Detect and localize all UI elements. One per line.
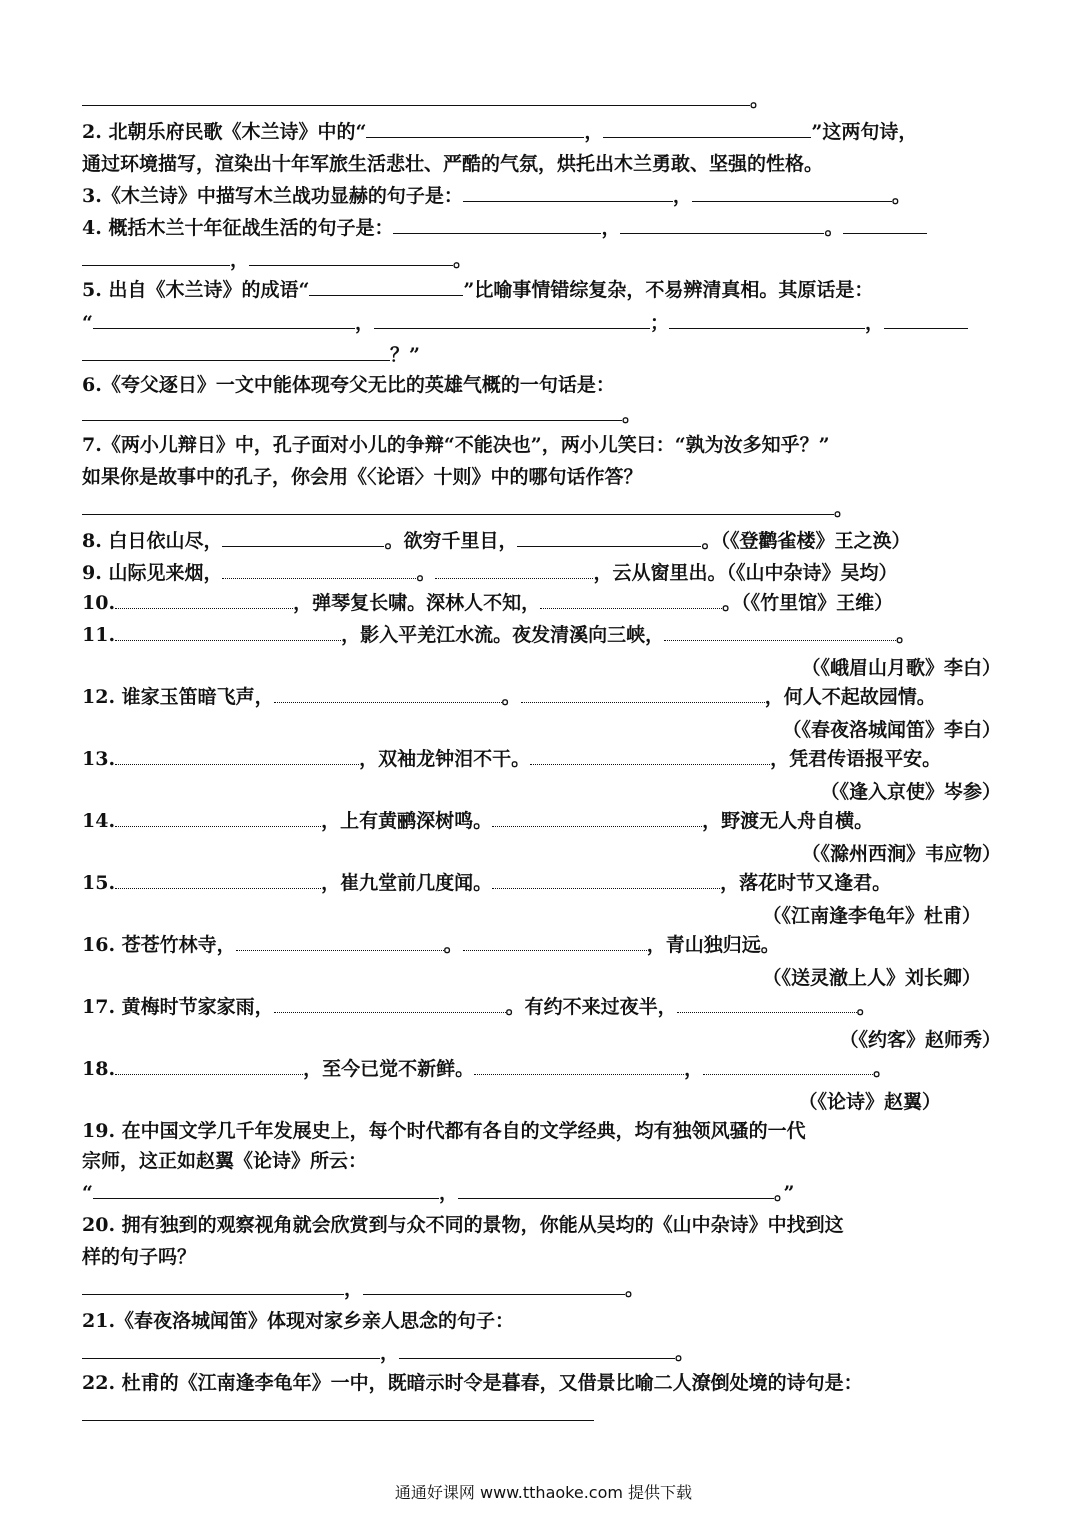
item-21: 21.《春夜洛城闻笛》体现对家乡亲人思念的句子： bbox=[82, 1310, 515, 1332]
item-19: 19. 在中国文学几千年发展史上，每个时代都有各自的文学经典，均有独领风骚的一代 bbox=[82, 1120, 806, 1142]
item-20-cont: 样的句子吗？ bbox=[82, 1246, 197, 1268]
item-18: 18. ，至今已觉不新鲜。 ， 。 bbox=[82, 1058, 893, 1080]
item-8: 8. 白日依山尽， 。欲穷千里目， 。（《登鹳雀楼》王之涣） bbox=[82, 530, 911, 552]
answer-blank[interactable] bbox=[82, 498, 834, 515]
answer-blank[interactable] bbox=[603, 121, 811, 138]
answer-blank[interactable] bbox=[703, 1058, 873, 1075]
item-20-cont2: ， 。 bbox=[82, 1277, 644, 1301]
answer-blank[interactable] bbox=[374, 312, 650, 329]
answer-blank[interactable] bbox=[435, 562, 593, 579]
answer-blank[interactable] bbox=[274, 996, 506, 1013]
answer-blank[interactable] bbox=[82, 89, 750, 106]
answer-blank[interactable] bbox=[540, 592, 722, 609]
item-22-cont bbox=[82, 1403, 594, 1427]
item-11: 11. ，影入平羌江水流。夜发清溪向三峡， 。 bbox=[82, 624, 916, 646]
answer-blank[interactable] bbox=[82, 344, 390, 361]
item-4-cont: ， 。 bbox=[82, 248, 472, 272]
answer-blank[interactable] bbox=[82, 249, 230, 266]
answer-blank[interactable] bbox=[115, 624, 341, 641]
answer-blank[interactable] bbox=[249, 249, 453, 266]
item-12: 12. 谁家玉笛暗飞声， 。 ，何人不起故园情。 bbox=[82, 686, 936, 708]
answer-blank[interactable] bbox=[669, 312, 865, 329]
answer-blank[interactable] bbox=[530, 748, 770, 765]
item-17: 17. 黄梅时节家家雨， 。有约不来过夜半， 。 bbox=[82, 996, 876, 1018]
item-2-cont: 通过环境描写，渲染出十年军旅生活悲壮、严酷的气氛，烘托出木兰勇敢、坚强的性格。 bbox=[82, 153, 824, 175]
item-10: 10. ，弹琴复长啸。深林人不知， 。（《竹里馆》王维） bbox=[82, 592, 894, 614]
source-citation: （《江南逢李龟年》杜甫） bbox=[762, 905, 981, 927]
answer-blank[interactable] bbox=[115, 592, 293, 609]
item-5: 5. 出自《木兰诗》的成语“ ”比喻事情错综复杂，不易辨清真相。其原话是： bbox=[82, 279, 874, 301]
item-19-cont: 宗师，这正如赵翼《论诗》所云： bbox=[82, 1150, 368, 1172]
item-9: 9. 山际见来烟， 。 ，云从窗里出。（《山中杂诗》吴均） bbox=[82, 562, 898, 584]
answer-blank[interactable] bbox=[463, 934, 647, 951]
answer-blank[interactable] bbox=[82, 1342, 380, 1359]
item-7: 7.《两小儿辩日》中，孔子面对小儿的争辩“不能决也”，两小儿笑曰：“孰为汝多知乎？” bbox=[82, 434, 830, 456]
item-22: 22. 杜甫的《江南逢李龟年》一中，既暗示时令是暮春，又借景比喻二人潦倒处境的诗句是： bbox=[82, 1372, 863, 1394]
answer-blank[interactable] bbox=[399, 1342, 675, 1359]
answer-blank[interactable] bbox=[309, 279, 463, 296]
answer-blank[interactable] bbox=[93, 1182, 439, 1199]
footer-credit: 通通好课网 www.tthaoke.com 提供下载 bbox=[394, 1483, 693, 1502]
answer-blank[interactable] bbox=[677, 996, 857, 1013]
answer-blank[interactable] bbox=[366, 121, 584, 138]
item-6-cont: 。 bbox=[82, 403, 641, 427]
answer-blank[interactable] bbox=[884, 312, 968, 329]
source-citation: （《论诗》赵翼） bbox=[798, 1091, 941, 1113]
source-citation: （《逢入京使》岑参） bbox=[820, 781, 1001, 803]
answer-blank[interactable] bbox=[664, 624, 896, 641]
answer-blank[interactable] bbox=[393, 217, 601, 234]
answer-blank[interactable] bbox=[492, 872, 720, 889]
item-7-cont: 如果你是故事中的孔子，你会用《〈论语〉十则》中的哪句话作答？ bbox=[82, 466, 643, 488]
answer-blank[interactable] bbox=[82, 1278, 344, 1295]
answer-blank[interactable] bbox=[236, 934, 444, 951]
item-13: 13. ，双袖龙钟泪不干。 ，凭君传语报平安。 bbox=[82, 748, 942, 770]
answer-blank[interactable] bbox=[692, 185, 892, 202]
answer-blank[interactable] bbox=[843, 217, 927, 234]
item-6: 6.《夸父逐日》一文中能体现夸父无比的英雄气概的一句话是： bbox=[82, 374, 615, 396]
answer-blank[interactable] bbox=[93, 312, 355, 329]
source-citation: （《峨眉山月歌》李白） bbox=[801, 657, 1001, 679]
item-21-cont: ， 。 bbox=[82, 1341, 694, 1365]
item-5-cont: “ ， ； ， bbox=[82, 311, 968, 335]
answer-blank[interactable] bbox=[458, 1182, 774, 1199]
answer-blank[interactable] bbox=[222, 562, 416, 579]
item-14: 14. ，上有黄鹂深树鸣。 ，野渡无人舟自横。 bbox=[82, 810, 874, 832]
item-16: 16. 苍苍竹林寺， 。 ，青山独归远。 bbox=[82, 934, 780, 956]
answer-blank[interactable] bbox=[274, 686, 502, 703]
answer-blank[interactable] bbox=[115, 872, 321, 889]
item-5-cont2: ？” bbox=[82, 343, 420, 367]
answer-blank[interactable] bbox=[620, 217, 824, 234]
source-citation: （《滁州西涧》韦应物） bbox=[801, 843, 1001, 865]
answer-blank[interactable] bbox=[115, 810, 321, 827]
item-15: 15. ，崔九堂前几度闻。 ，落花时节又逢君。 bbox=[82, 872, 892, 894]
item-2: 2. 北朝乐府民歌《木兰诗》中的“ ， ”这两句诗， bbox=[82, 121, 918, 143]
answer-blank[interactable] bbox=[363, 1278, 625, 1295]
source-citation: （《送灵澈上人》刘长卿） bbox=[762, 967, 981, 989]
item-4: 4. 概括木兰十年征战生活的句子是： ， 。 bbox=[82, 216, 927, 240]
item-20: 20. 拥有独到的观察视角就会欣赏到与众不同的景物，你能从吴均的《山中杂诗》中找到这 bbox=[82, 1214, 844, 1236]
item-3: 3.《木兰诗》中描写木兰战功显赫的句子是： ， 。 bbox=[82, 185, 911, 207]
answer-blank[interactable] bbox=[492, 810, 702, 827]
answer-blank[interactable] bbox=[115, 748, 359, 765]
answer-blank[interactable] bbox=[115, 1058, 303, 1075]
answer-blank[interactable] bbox=[82, 1404, 594, 1421]
item-7-cont2: 。 bbox=[82, 497, 853, 521]
item-19-cont2: “ ， 。” bbox=[82, 1182, 795, 1204]
source-citation: （《约客》赵师秀） bbox=[839, 1029, 1001, 1051]
item-1: 。 bbox=[82, 88, 769, 112]
answer-blank[interactable] bbox=[463, 185, 673, 202]
answer-blank[interactable] bbox=[82, 404, 622, 421]
answer-blank[interactable] bbox=[474, 1058, 684, 1075]
source-citation: （《春夜洛城闻笛》李白） bbox=[782, 719, 1001, 741]
answer-blank[interactable] bbox=[521, 686, 765, 703]
answer-blank[interactable] bbox=[517, 530, 701, 547]
answer-blank[interactable] bbox=[222, 530, 384, 547]
